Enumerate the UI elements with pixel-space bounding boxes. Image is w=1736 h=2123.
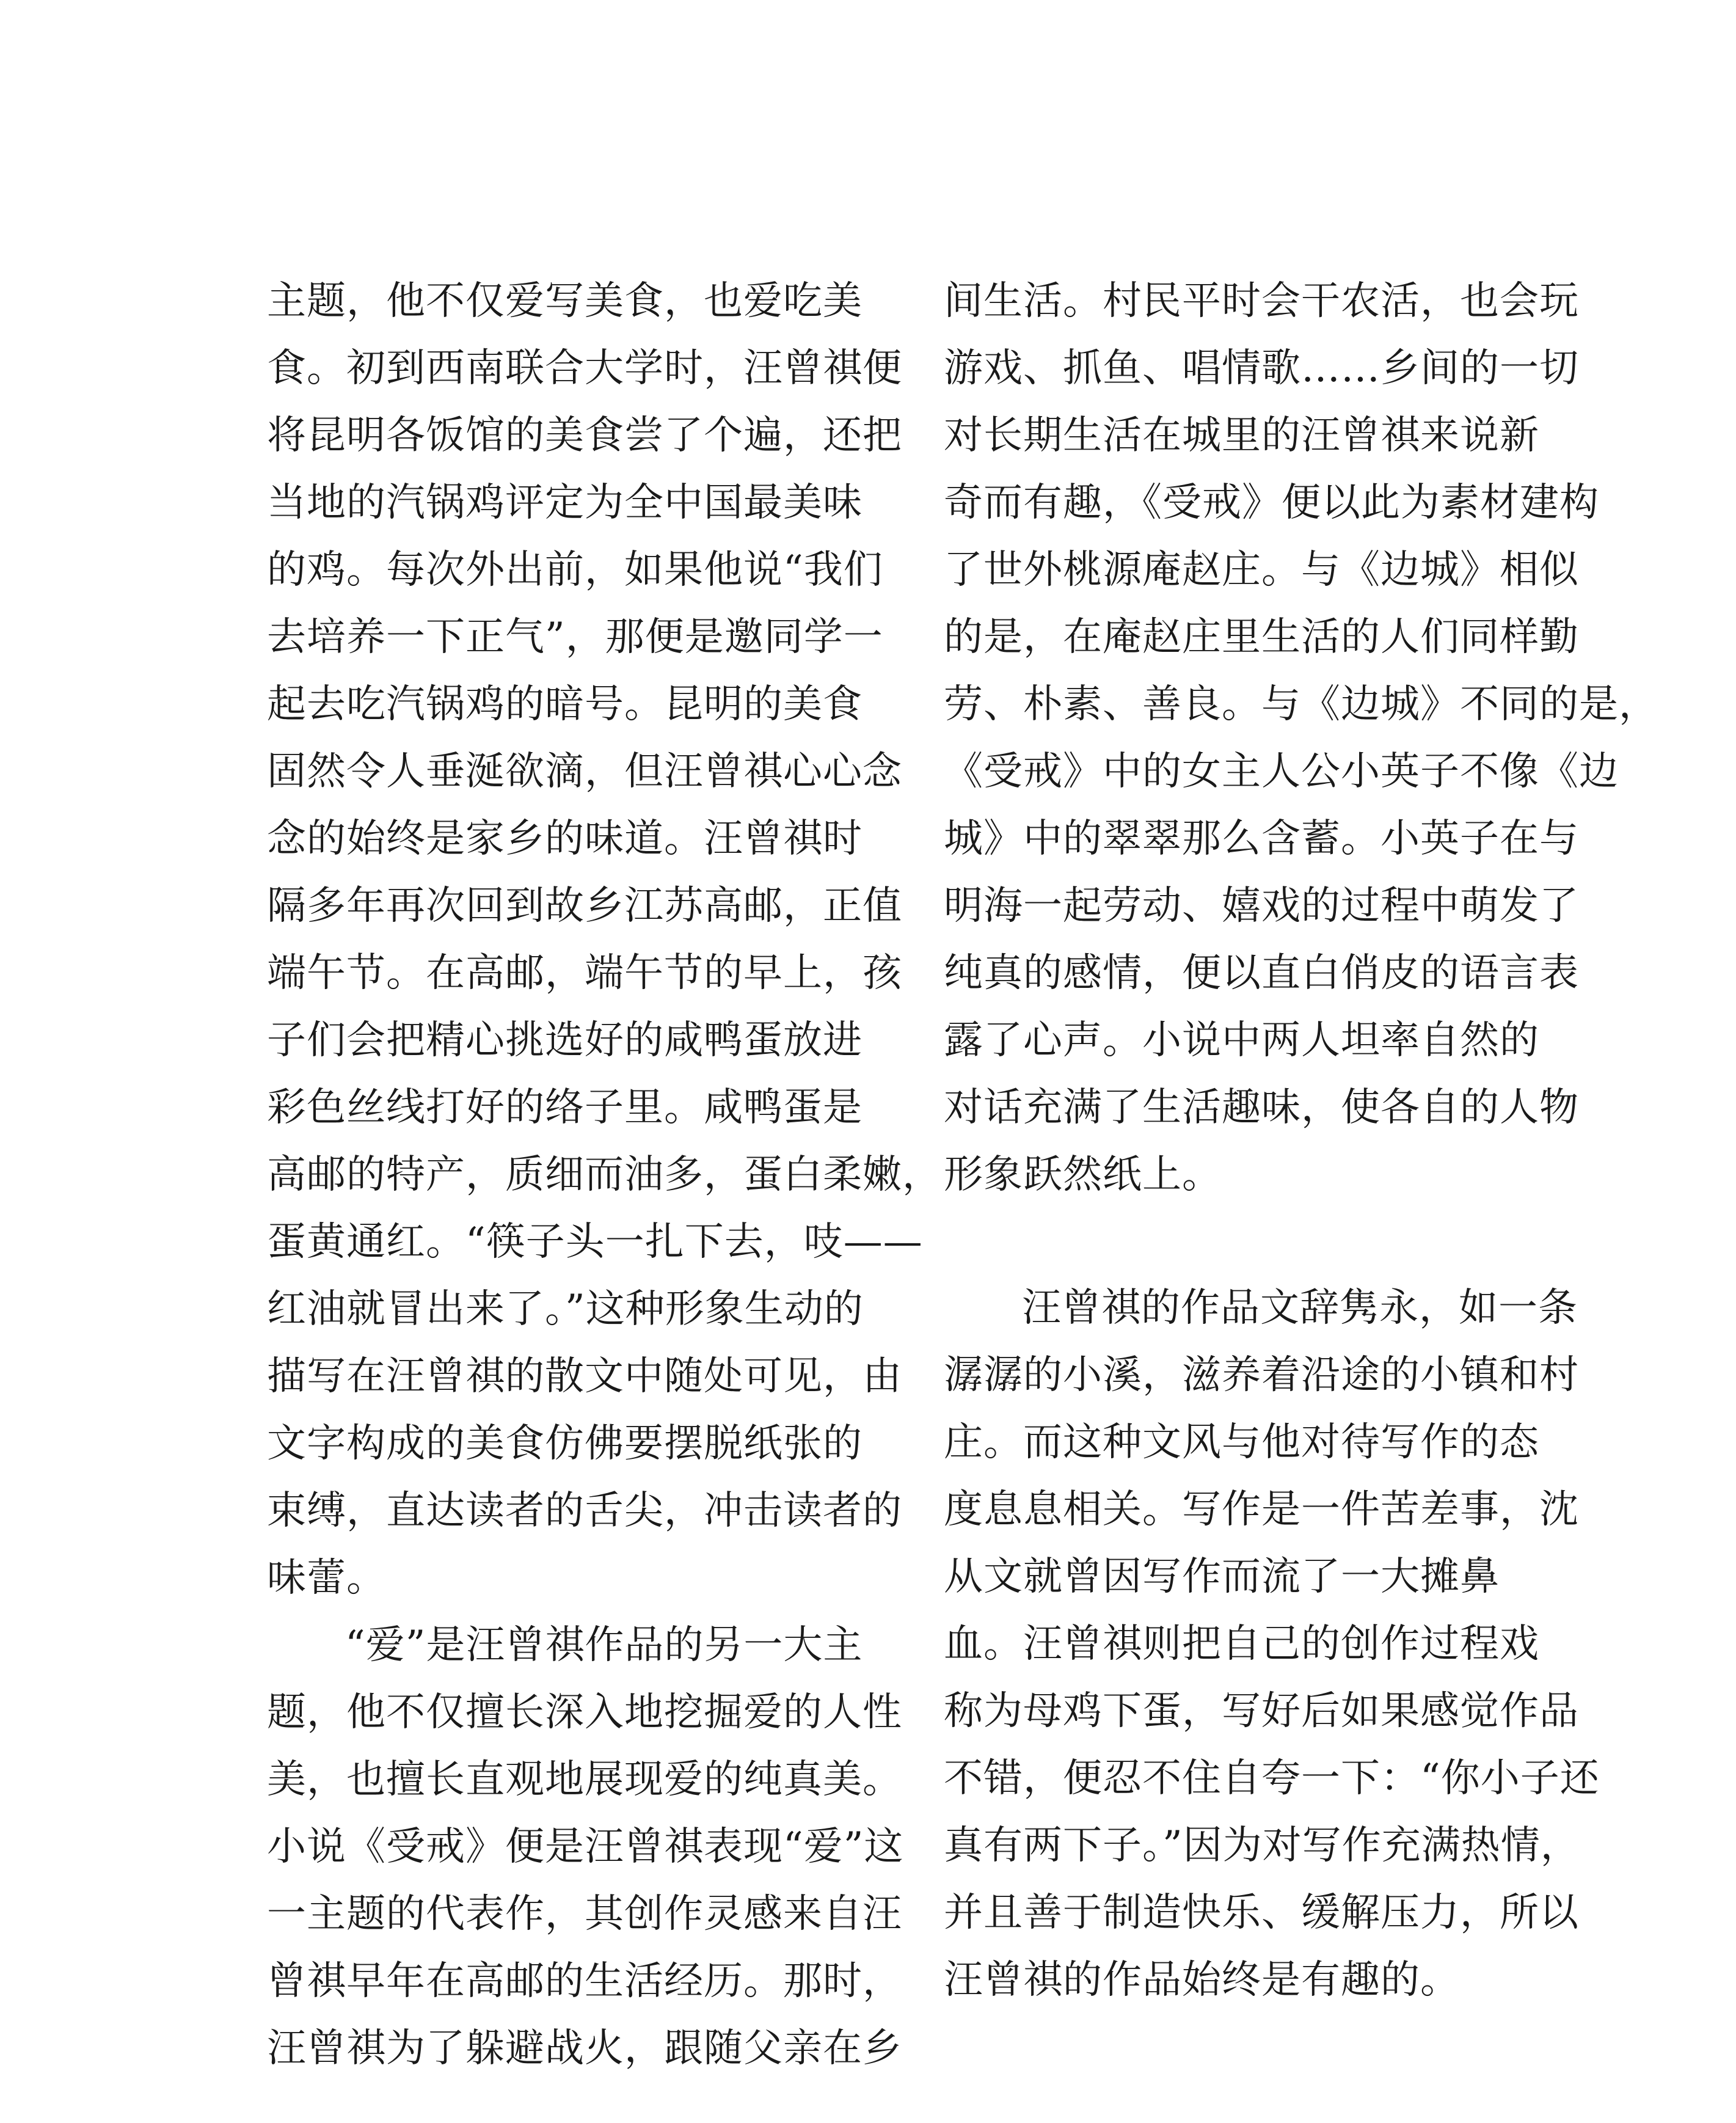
text-line: 血。汪曾祺则把自己的创作过程戏 <box>944 1621 1539 1667</box>
text-line: 蛋黄通红。“筷子头一扎下去，吱—— <box>267 1219 923 1265</box>
text-line: 纯真的感情，便以直白俏皮的语言表 <box>944 951 1579 996</box>
text-line: 《受戒》中的女主人公小英子不像《边 <box>944 749 1619 794</box>
text-line: 并且善于制造快乐、缓解压力，所以 <box>944 1890 1579 1935</box>
text-line: 味蕾。 <box>267 1555 386 1601</box>
text-line: 的鸡。每次外出前，如果他说“我们 <box>267 547 883 593</box>
text-line: 从文就曾因写作而流了一大摊鼻 <box>944 1554 1500 1599</box>
text-line: 汪曾祺的作品文辞隽永，如一条 <box>1022 1285 1578 1331</box>
text-line: 文字构成的美食仿佛要摆脱纸张的 <box>267 1421 863 1466</box>
text-line: 游戏、抓鱼、唱情歌……乡间的一切 <box>944 346 1579 391</box>
text-line: 称为母鸡下蛋，写好后如果感觉作品 <box>944 1689 1579 1734</box>
text-line: 间生活。村民平时会干农活，也会玩 <box>944 279 1579 324</box>
text-line: 潺潺的小溪，滋养着沿途的小镇和村 <box>944 1353 1579 1398</box>
text-line: 端午节。在高邮，端午节的早上，孩 <box>267 951 902 996</box>
left-text-column <box>267 268 942 2082</box>
text-line: 小说《受戒》便是汪曾祺表现“爱”这 <box>267 1824 904 1869</box>
text-line: 庄。而这种文风与他对待写作的态 <box>944 1420 1539 1465</box>
text-line: 的是，在庵赵庄里生活的人们同样勤 <box>944 615 1579 660</box>
text-line: 奇而有趣，《受戒》便以此为素材建构 <box>944 480 1599 525</box>
text-line: 不错，便忍不住自夸一下：“你小子还 <box>944 1756 1600 1801</box>
text-line: 对长期生活在城里的汪曾祺来说新 <box>944 413 1539 458</box>
text-line: 真有两下子。”因为对写作充满热情， <box>944 1823 1580 1868</box>
text-line: 了世外桃源庵赵庄。与《边城》相似 <box>944 547 1579 593</box>
text-line: 起去吃汽锅鸡的暗号。昆明的美食 <box>267 682 863 727</box>
text-line: “爱”是汪曾祺作品的另一大主 <box>345 1623 863 1668</box>
text-line: 念的始终是家乡的味道。汪曾祺时 <box>267 816 863 861</box>
text-line: 形象跃然纸上。 <box>944 1152 1222 1197</box>
text-line: 去培养一下正气”，那便是邀同学一 <box>267 615 883 660</box>
text-line: 红油就冒出来了。”这种形象生动的 <box>267 1287 864 1332</box>
text-line: 食。初到西南联合大学时，汪曾祺便 <box>267 346 902 391</box>
text-line: 一主题的代表作，其创作灵感来自汪 <box>267 1891 902 1937</box>
text-line: 曾祺早年在高邮的生活经历。那时， <box>267 1959 902 2004</box>
text-line: 露了心声。小说中两人坦率自然的 <box>944 1018 1539 1063</box>
text-line: 将昆明各饭馆的美食尝了个遍，还把 <box>267 413 902 458</box>
text-line: 汪曾祺为了躲避战火，跟随父亲在乡 <box>267 2026 902 2071</box>
text-line: 束缚，直达读者的舌尖，冲击读者的 <box>267 1488 902 1533</box>
paragraph-gap <box>944 1208 1561 1274</box>
right-text-column <box>944 268 1658 2014</box>
text-line: 子们会把精心挑选好的咸鸭蛋放进 <box>267 1018 863 1063</box>
text-line: 对话充满了生活趣味，使各自的人物 <box>944 1085 1579 1130</box>
text-line: 汪曾祺的作品始终是有趣的。 <box>944 1957 1460 2003</box>
text-line: 劳、朴素、善良。与《边城》不同的是， <box>944 682 1658 727</box>
text-line: 描写在汪曾祺的散文中随处可见，由 <box>267 1354 902 1399</box>
text-line: 高邮的特产，质细而油多，蛋白柔嫩， <box>267 1152 942 1197</box>
text-line: 主题，他不仅爱写美食，也爱吃美 <box>267 279 863 324</box>
text-line: 固然令人垂涎欲滴，但汪曾祺心心念 <box>267 749 902 794</box>
text-line: 题，他不仅擅长深入地挖掘爱的人性 <box>267 1690 902 1735</box>
text-line: 美，也擅长直观地展现爱的纯真美。 <box>267 1757 902 1802</box>
text-line: 隔多年再次回到故乡江苏高邮，正值 <box>267 883 902 929</box>
text-line: 度息息相关。写作是一件苦差事，沈 <box>944 1487 1579 1532</box>
text-line: 明海一起劳动、嬉戏的过程中萌发了 <box>944 883 1579 929</box>
text-line: 彩色丝线打好的络子里。咸鸭蛋是 <box>267 1085 863 1130</box>
text-line: 当地的汽锅鸡评定为全中国最美味 <box>267 480 863 525</box>
text-line: 城》中的翠翠那么含蓄。小英子在与 <box>944 816 1579 861</box>
